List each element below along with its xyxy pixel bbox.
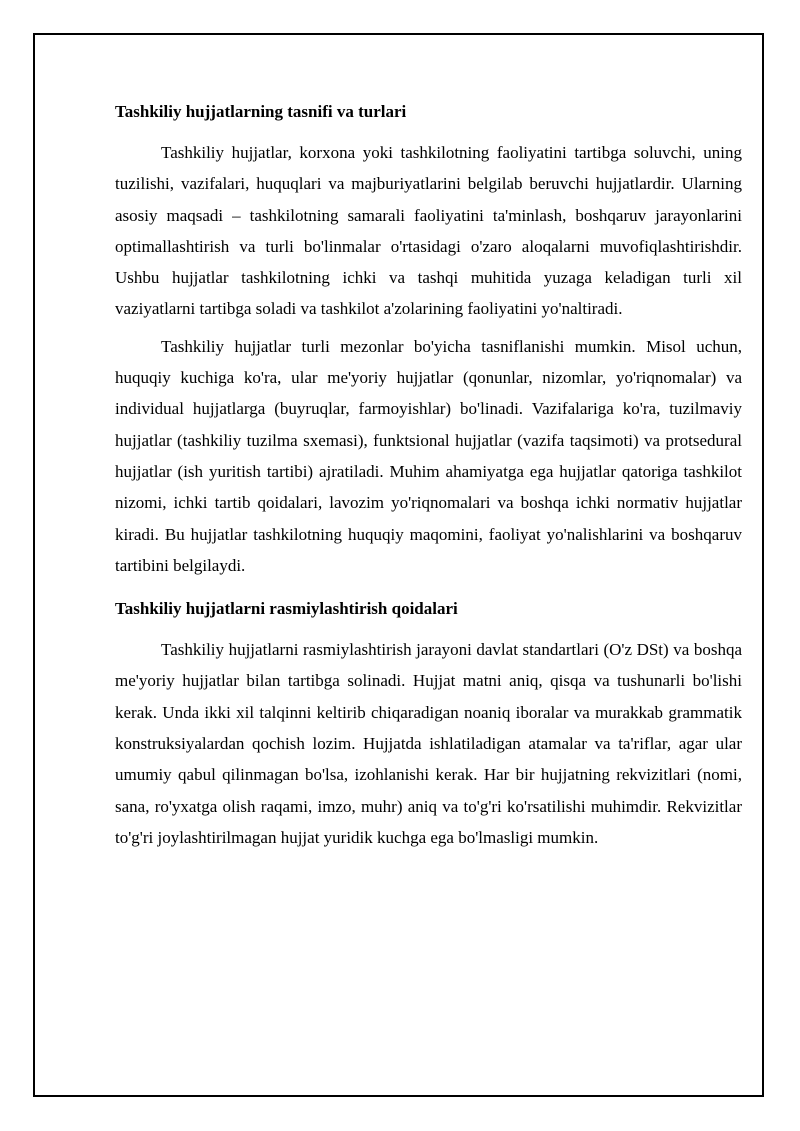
section-heading-classification: Tashkiliy hujjatlarning tasnifi va turlari [115,102,407,121]
section-heading-formalization: Tashkiliy hujjatlarni rasmiylashtirish qoidalari [115,599,458,619]
paragraph-formalization-rules: Tashkiliy hujjatlarni rasmiylashtirish jarayoni davlat standartlari (O'z DSt) va boshqa me'yoriy hujjatlar bilan tartibga solinadi. Hujjat matni aniq, qisqa va tushunarli bo'lishi kerak. Unda ikki xil talqinni keltirib chiqaradigan noaniq iboralar va murakkab grammatik konstruksiyalardan qochish lozim. Hujjatda ishlatiladigan atamalar va ta'riflar, agar ular umumiy qabul qilinmagan bo'lsa, izohlanishi kerak. Har bir hujjatning rekvizitlari (nomi, sana, ro'yxatga olish raqami, imzo, muhr) aniq va to'g'ri ko'rsatilishi muhimdir. Rekvizitlar to'g'ri joylashtirilmagan hujjat yuridik kuchga ega bo'lmasligi mumkin. [115,640,742,847]
paragraph-classification: Tashkiliy hujjatlar turli mezonlar bo'yicha tasniflanishi mumkin. Misol uchun, huquqiy kuchiga ko'ra, ular me'yoriy hujjatlar (qonunlar, nizomlar, yo'riqnomalar) va individual hujjatlarga (buyruqlar, farmoyishlar) bo'linadi. Vazifalariga ko'ra, tuzilmaviy hujjatlar (tashkiliy tuzilma sxemasi), funktsional hujjatlar (vazifa taqsimoti) va protsedural hujjatlar (ish yuritish tartibi) ajratiladi. Muhim ahamiyatga ega hujjatlar qatoriga tashkilot nizomi, ichki tartib qoidalari, lavozim yo'riqnomalari va boshqa ichki normativ hujjatlar kiradi. Bu hujjatlar tashkilotning huquqiy maqomini, faoliyat yo'nalishlarini va boshqaruv tartibini belgilaydi. [115,336,742,575]
paragraph-definition: Tashkiliy hujjatlar, korxona yoki tashkilotning faoliyatini tartibga soluvchi, uning tuzilishi, vazifalari, huquqlari va majburiyatlarini belgilab beruvchi hujjatlardir. Ularning asosiy maqsadi – tashkilotning samarali faoliyatini ta'minlash, boshqaruv jarayonlarini optimallashtirish va turli bo'linmalar o'rtasidagi o'zaro aloqalarni muvofiqlashtirishdir. Ushbu hujjatlar tashkilotning ichki va tashqi muhitida yuzaga keladigan turli xil vaziyatlarni tartibga soladi va tashkilot a'zolarining faoliyatini yo'naltiradi. [115,143,742,319]
document-body [115,97,742,853]
